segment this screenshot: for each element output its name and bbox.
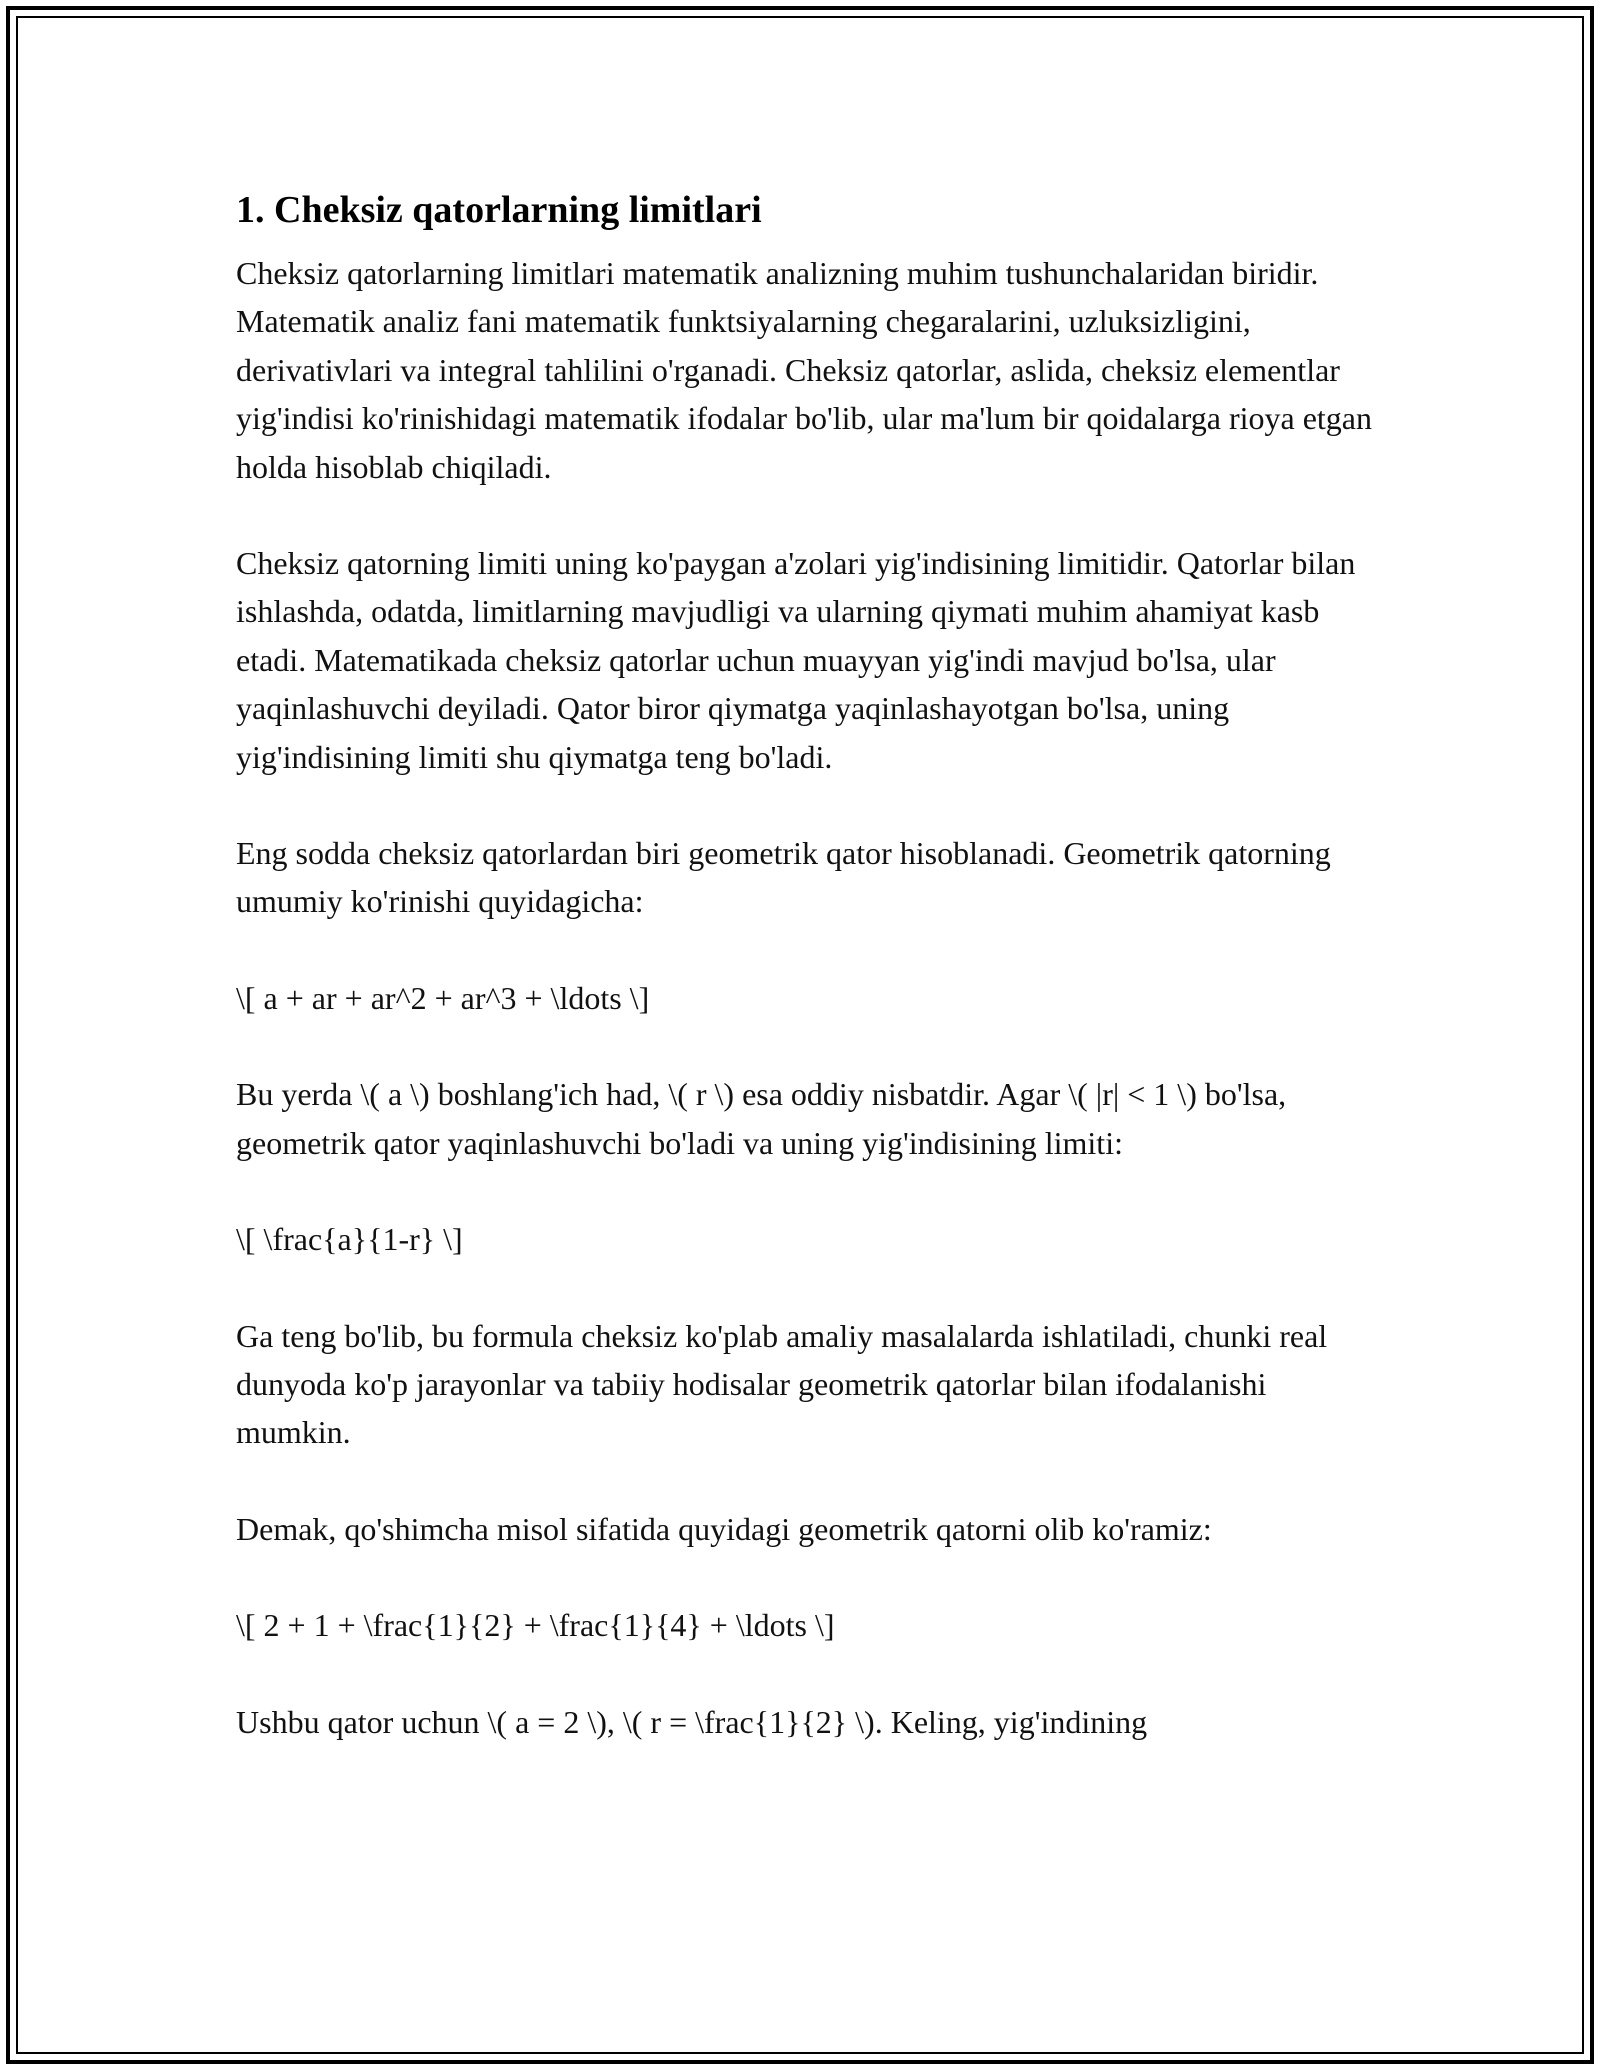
paragraph-series-limit: Cheksiz qatorning limiti uning ko'paygan a'zolari yig'indisining limitidir. Qatorlar bilan ishlashda, odatda, limitlarning mavjudligi va ularning qiymati muhim ahamiyat kasb etadi. Matematikada cheksiz qatorlar uchun muayyan yig'indi mavjud bo'lsa, ular yaqinlashuvchi deyiladi. Qator biror qiymatga yaqinlashayotgan bo'lsa, uning yig'indisining limiti shu qiymatga teng bo'ladi.: [236, 545, 1356, 775]
formula-example-series: \[ 2 + 1 + \frac{1}{2} + \frac{1}{4} + \ldots \]: [236, 1607, 835, 1644]
paragraph-intro: Cheksiz qatorlarning limitlari matematik analizning muhim tushunchalaridan biridir. Matematik analiz fani matematik funktsiyalarning chegaralarini, uzluksizligini, derivativlari va integral tahlilini o'rganadi. Cheksiz qatorlar, aslida, cheksiz elementlar yig'indisi ko'rinishidagi matematik ifodalar bo'lib, ular ma'lum bir qoidalarga rioya etgan holda hisoblab chiqiladi.: [236, 255, 1372, 485]
formula-sum-limit: \[ \frac{a}{1-r} \]: [236, 1221, 463, 1258]
paragraph-ratio-condition: Bu yerda \( a \) boshlang'ich had, \( r \) esa oddiy nisbatdir. Agar \( |r| < 1 \) bo'lsa, geometrik qator yaqinlashuvchi bo'ladi va uning yig'indisining limiti:: [236, 1076, 1287, 1161]
formula-geometric-series: \[ a + ar + ar^2 + ar^3 + \ldots \]: [236, 979, 650, 1016]
section-heading: 1. Cheksiz qatorlarning limitlari: [236, 189, 762, 231]
document-body: [236, 185, 1376, 1746]
paragraph-example-intro: Demak, qo'shimcha misol sifatida quyidagi geometrik qatorni olib ko'ramiz:: [236, 1510, 1212, 1547]
paragraph-example-values: Ushbu qator uchun \( a = 2 \), \( r = \frac{1}{2} \). Keling, yig'indining: [236, 1703, 1148, 1740]
paragraph-application: Ga teng bo'lib, bu formula cheksiz ko'plab amaliy masalalarda ishlatiladi, chunki real dunyoda ko'p jarayonlar va tabiiy hodisalar geometrik qatorlar bilan ifodalanishi mumkin.: [236, 1317, 1328, 1451]
paragraph-geometric-intro: Eng sodda cheksiz qatorlardan biri geometrik qator hisoblanadi. Geometrik qatorning umumiy ko'rinishi quyidagicha:: [236, 835, 1331, 920]
